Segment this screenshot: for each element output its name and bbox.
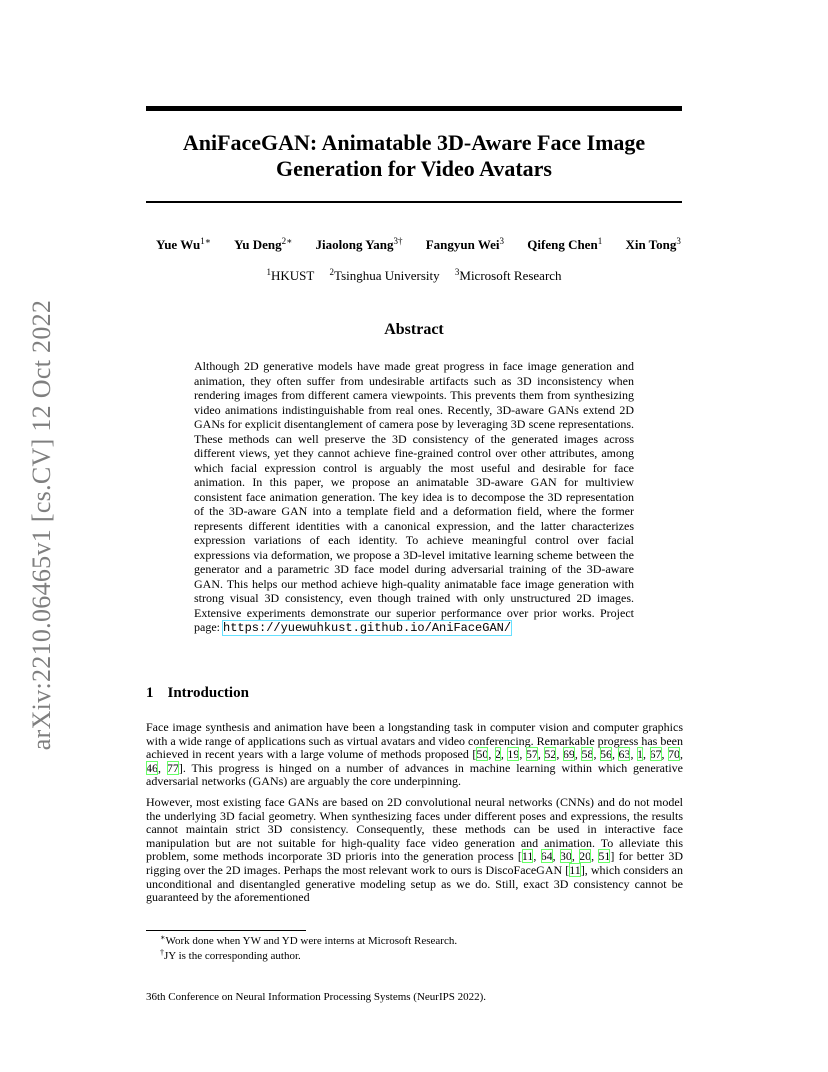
abstract-body [194, 359, 634, 636]
citation-link[interactable]: 30 [559, 849, 572, 864]
citation-link[interactable]: 11 [521, 849, 534, 864]
citation-link[interactable]: 67 [649, 747, 662, 762]
citation-link[interactable]: 64 [540, 849, 553, 864]
citation-link[interactable]: 2 [494, 747, 501, 762]
citation-link[interactable]: 46 [146, 760, 158, 775]
paper-title [146, 130, 682, 182]
author: Fangyun Wei$^3$ [425, 236, 505, 252]
citation-link[interactable]: 52 [544, 747, 557, 762]
footnotes [160, 934, 457, 964]
citation-link[interactable]: 51 [598, 849, 611, 864]
section-heading-introduction [146, 685, 249, 702]
affiliation: $^2$Tsinghua University [329, 267, 440, 283]
author: Qifeng Chen$^1$ [527, 236, 603, 252]
paragraph: However, most existing face GANs are based on 2D convolutional neural networks (CNNs) and do not model the underlying 3D facial geometry. When synthesizing faces under different poses and expressions, the results cannot maintain strict 3D consistency. Consequently, these methods can be used in interactive face manipulation but are not suitable for high-quality face video generation and animation. To alleviate this problem, some methods incorporate 3D prioris into the generation process [11, 64, 30, 20, 51] for better 3D rigging over the 2D images. Perhaps the most relevant work to ours is DiscoFaceGAN [11], which considers an unconditional and disentangled generative modeling setup as we do. Still, exact 3D consistency cannot be guaranteed by the aforementioned [146, 794, 684, 905]
footnote-rule [146, 930, 306, 931]
citation-link[interactable]: 19 [507, 747, 520, 762]
title-bottom-rule [146, 201, 682, 203]
citation-link[interactable]: 56 [599, 747, 612, 762]
introduction-body [146, 721, 683, 912]
citation-link[interactable]: 50 [476, 747, 489, 762]
arxiv-stamp [20, 290, 64, 760]
title-line-2: Generation for Video Avatars [276, 156, 552, 181]
author: Yu Deng$^{2∗}$ [234, 236, 293, 252]
arxiv-stamp-text: arXiv:2210.06465v1 [cs.CV] 12 Oct 2022 [27, 299, 56, 751]
citation-link[interactable]: 20 [579, 849, 592, 864]
title-top-rule [146, 106, 682, 111]
venue-footer: 36th Conference on Neural Information Processing Systems (NeurIPS 2022). [146, 991, 487, 1003]
citation-link[interactable]: 63 [618, 747, 631, 762]
author: Yue $Wu^{1∗}$ [156, 236, 211, 252]
citation-link[interactable]: 69 [562, 747, 575, 762]
affiliation: $^1$HKUST [266, 267, 315, 283]
abstract-heading: Abstract [384, 321, 444, 338]
project-page-link[interactable]: https://yuewuhkust.github.io/AniFaceGAN/ [223, 621, 512, 635]
citation-link[interactable]: 77 [166, 760, 179, 775]
author: Jiaolong Yang$^{3\dagger}$ [315, 236, 403, 252]
affiliation-list [146, 268, 682, 284]
citation-link[interactable]: 70 [668, 747, 681, 762]
author: Xin Tong$^3$ [625, 236, 681, 252]
citation-link[interactable]: 1 [636, 747, 643, 762]
citation-link[interactable]: 11 [569, 862, 581, 877]
title-line-1: AniFaceGAN: Animatable 3D-Aware Face Image [182, 130, 646, 155]
affiliation: $^3$Microsoft Research [454, 267, 562, 283]
paragraph: Face image synthesis and animation have been a longstanding task in computer vision and computer graphics with a wide range of applications such as virtual avatars and video conferencing. Remarkable progress has been achieved in recent years with a large volume of methods proposed [50, 2, 19, 57, 52, 69, 58, 56, 63, 1, 67, 70, 46, 77]. This progress is hinged on a number of advances in machine learning within which generative adversarial networks (GANs) are arguably the core underpinning. [146, 720, 684, 789]
author-list [146, 237, 682, 253]
citation-link[interactable]: 58 [581, 747, 594, 762]
footnote: ∗Work done when YW and YD were interns at Microsoft Research. [160, 933, 458, 947]
footnote: †JY is the corresponding author. [160, 948, 301, 962]
section-title: Introduction [167, 685, 249, 701]
citation-link[interactable]: 57 [525, 747, 538, 762]
section-number: 1 [146, 685, 154, 701]
abstract-text: Although 2D generative models have made great progress in face image generation and animation, they often suffer from undesirable artifacts such as 3D inconsistency when rendering images from different camera viewpoints. This prevents them from synthesizing video animations indistinguishable from real ones. Recently, 3D-aware GANs extend 2D GANs for explicit disentanglement of camera pose by leveraging 3D scene representations. These methods can well preserve the 3D consistency of the generated images across different views, yet they cannot achieve fine-grained control over other attributes, among which facial expression control is arguably the most useful and desirable for face animation. In this paper, we propose an animatable 3D-aware GAN for multiview consistent face animation generation. The key idea is to decompose the 3D representation of the 3D-aware GAN into a template field and a deformation field, where the former represents different identities with a canonical expression, and the latter characterizes expression variations of each identity. To achieve meaningful control over facial expressions via deformation, we propose a 3D-level imitative learning scheme between the generator and a parametric 3D face model during adversarial training of the 3D-aware GAN. This helps our method achieve high-quality animatable face image generation with strong visual 3D consistency, even though trained with only unstructured 2D images. Extensive experiments demonstrate our superior performance over prior works. Project page: [194, 359, 634, 634]
